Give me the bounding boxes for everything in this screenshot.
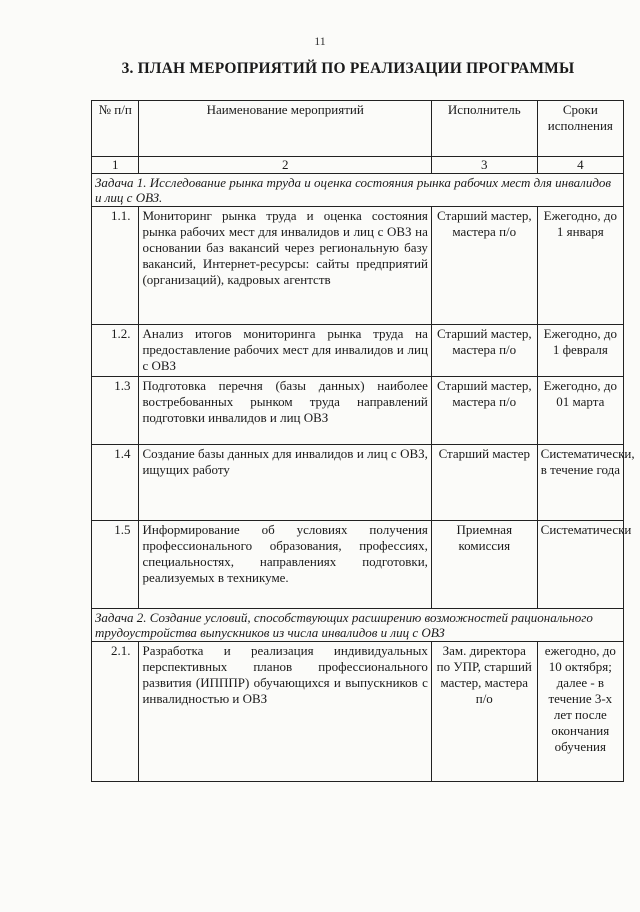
column-numbers-row xyxy=(92,157,624,174)
executor: Старший мастер xyxy=(431,445,537,521)
deadline: Ежегодно, до 1 января xyxy=(537,207,623,325)
activity-name: Создание базы данных для инвалидов и лиц с ОВЗ, ищущих работу xyxy=(139,445,431,521)
executor: Зам. директора по УПР, старший мастер, мастера п/о xyxy=(431,642,537,782)
row-number: 1.1. xyxy=(92,207,139,325)
activity-name: Информирование об условиях получения профессионального образования, профессиях, специальностях, направлениях подготовки, реализуемых в техникуме. xyxy=(139,521,431,609)
header-term: Сроки исполнения xyxy=(537,101,623,157)
header-executor: Исполнитель xyxy=(431,101,537,157)
row-number: 1.5 xyxy=(92,521,139,609)
executor: Старший мастер, мастера п/о xyxy=(431,325,537,377)
page-number: 11 xyxy=(314,34,326,48)
row-number: 1.4 xyxy=(92,445,139,521)
document-title: 3. ПЛАН МЕРОПРИЯТИЙ ПО РЕАЛИЗАЦИИ ПРОГРАММЫ xyxy=(121,60,575,77)
table-row xyxy=(92,521,624,609)
header-num: № п/п xyxy=(92,101,139,157)
table-row xyxy=(92,642,624,782)
deadline: Ежегодно, до 1 февраля xyxy=(537,325,623,377)
executor: Приемная комиссия xyxy=(431,521,537,609)
header-name: Наименование мероприятий xyxy=(139,101,431,157)
activity-name: Мониторинг рынка труда и оценка состояния рынка рабочих мест для инвалидов и лиц с ОВЗ на основании баз вакансий через региональную базу вакансий, Интернет-ресурсы: сайты предприятий (организаций), кадровых агентств xyxy=(139,207,431,325)
executor: Старший мастер, мастера п/о xyxy=(431,207,537,325)
table-row xyxy=(92,207,624,325)
column-number: 3 xyxy=(431,157,537,174)
plan-table xyxy=(91,100,635,782)
column-number: 4 xyxy=(537,157,623,174)
task-row-2 xyxy=(92,609,624,642)
task-title-1: Задача 1. Исследование рынка труда и оценка состояния рынка рабочих мест для инвалидов и лиц с ОВЗ. xyxy=(92,174,624,207)
task-title-2: Задача 2. Создание условий, способствующих расширению возможностей рационального трудоустройства выпускников из числа инвалидов и лиц с ОВЗ xyxy=(92,609,624,642)
header-row xyxy=(92,101,624,157)
column-number: 2 xyxy=(139,157,431,174)
task-row-1 xyxy=(92,174,624,207)
column-number: 1 xyxy=(92,157,139,174)
deadline: ежегодно, до 10 октября; далее - в течение 3-х лет после окончания обучения xyxy=(537,642,623,782)
table-row xyxy=(92,445,624,521)
table-row xyxy=(92,377,624,445)
deadline: Систематически, в течение года xyxy=(537,445,623,521)
executor: Старший мастер, мастера п/о xyxy=(431,377,537,445)
deadline: Систематически xyxy=(537,521,623,609)
activity-name: Разработка и реализация индивидуальных перспективных планов профессионального развития (ИПППР) обучающихся и выпускников с инвалидностью и ОВЗ xyxy=(139,642,431,782)
row-number: 1.3 xyxy=(92,377,139,445)
row-number: 1.2. xyxy=(92,325,139,377)
activity-name: Подготовка перечня (базы данных) наиболее востребованных рынком труда направлений подготовки инвалидов и лиц ОВЗ xyxy=(139,377,431,445)
table-row xyxy=(92,325,624,377)
row-number: 2.1. xyxy=(92,642,139,782)
activity-name: Анализ итогов мониторинга рынка труда на предоставление рабочих мест для инвалидов и лиц с ОВЗ xyxy=(139,325,431,377)
deadline: Ежегодно, до 01 марта xyxy=(537,377,623,445)
